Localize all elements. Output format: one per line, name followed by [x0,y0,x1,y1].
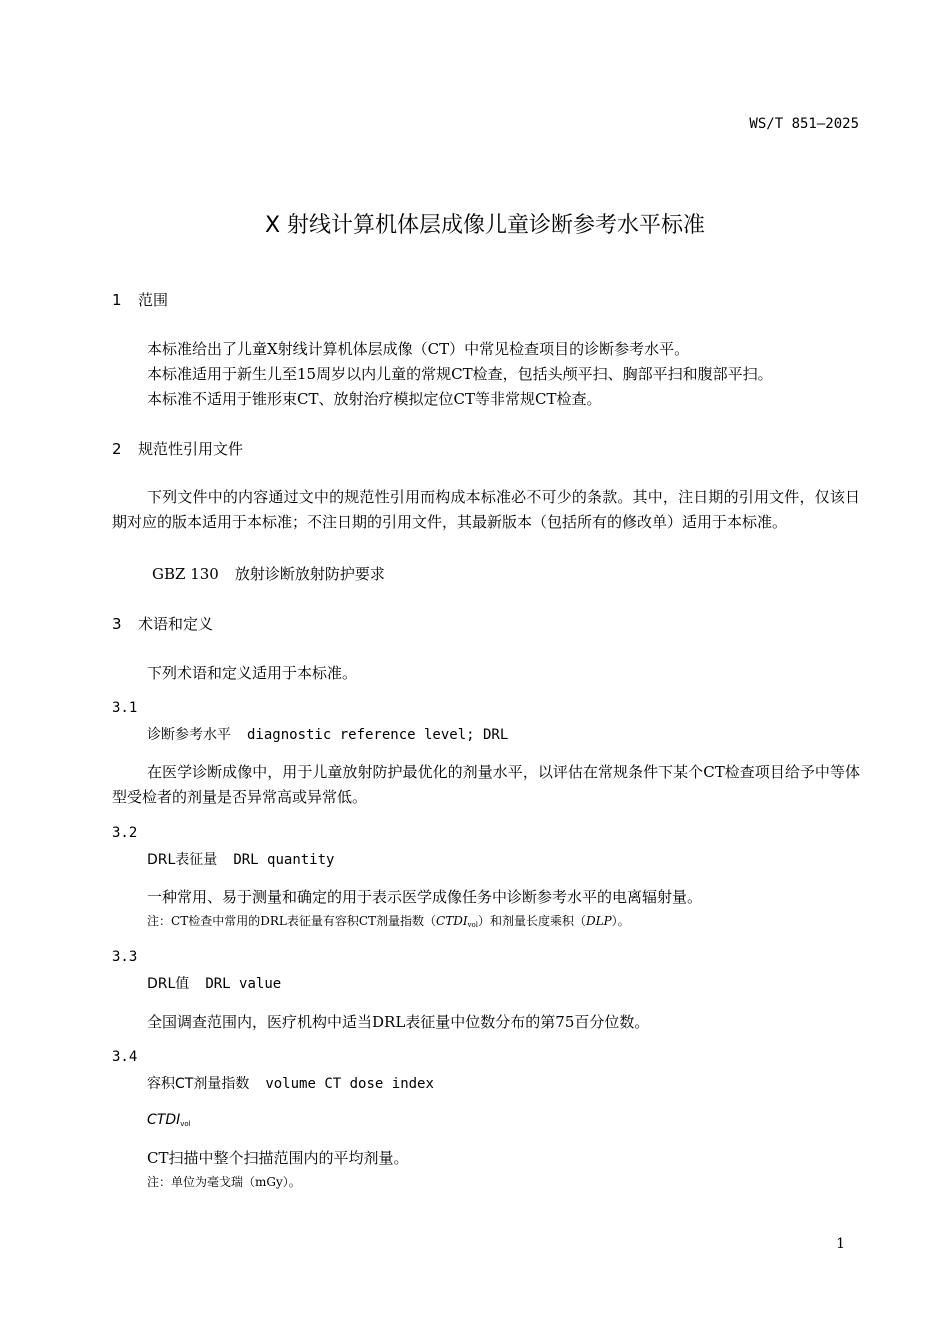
term-note [147,912,630,929]
section-number: 1 [112,291,122,309]
symbol-main: CTDI [147,1112,181,1128]
term-definition: 在医学诊断成像中，用于儿童放射防护最优化的剂量水平，以评估在常规条件下某个CT检查项目给予中等体型受检者的剂量是否异常高或异常低。 [112,763,860,806]
section-title: 范围 [138,291,169,309]
term-zh: 容积CT剂量指数 [147,1076,250,1092]
term-en: DRL value [205,976,282,992]
terms-intro: 下列术语和定义适用于本标准。 [147,664,358,682]
note-label: 注： [147,914,172,928]
term-en: diagnostic reference level; DRL [247,727,509,743]
clause-number: 3.3 [112,949,138,965]
term-zh: 诊断参考水平 [147,727,231,743]
term-entry [147,724,508,744]
reference-entry [152,563,385,584]
term-en: DRL quantity [233,852,335,868]
section-2-heading [112,438,243,459]
term-definition: CT扫描中整个扫描范围内的平均剂量。 [147,1149,409,1167]
note-text: 单位为毫戈瑞（mGy）。 [171,1175,301,1189]
term-entry [147,849,334,869]
reference-title: 放射诊断放射防护要求 [234,565,385,583]
term-entry [147,1073,434,1093]
section-number: 2 [112,440,122,458]
page-number: 1 [836,1236,845,1252]
note-text-c: ）。 [611,914,630,928]
standard-number: WS/T 851—2025 [749,116,859,132]
section-number: 3 [112,615,122,633]
term-symbol [147,1112,191,1128]
note-text-a: CT检查中常用的DRL表征量有容积CT剂量指数（ [171,914,437,928]
section-1-heading [112,289,168,310]
scope-paragraph-3: 本标准不适用于锥形束CT、放射治疗模拟定位CT等非常规CT检查。 [147,390,602,408]
scope-paragraph-1: 本标准给出了儿童X射线计算机体层成像（CT）中常见检查项目的诊断参考水平。 [147,340,690,358]
clause-number: 3.1 [112,700,138,716]
term-en: volume CT dose index [265,1076,434,1092]
section-3-heading [112,613,213,634]
clause-number: 3.2 [112,825,138,841]
note-symbol-subscript: vol [467,921,478,929]
section-title: 规范性引用文件 [138,440,244,458]
section-title: 术语和定义 [138,615,214,633]
note-symbol-dlp: DLP [586,914,612,928]
term-entry [147,973,281,993]
symbol-subscript: vol [180,1120,191,1128]
term-definition: 全国调查范围内，医疗机构中适当DRL表征量中位数分布的第75百分位数。 [147,1013,650,1031]
note-text-b: ）和剂量长度乘积（ [477,914,586,928]
note-label: 注： [147,1175,172,1189]
note-symbol-ctdi: CTDI [436,914,468,928]
term-zh: DRL表征量 [147,852,218,868]
term-zh: DRL值 [147,976,190,992]
document-title: X 射线计算机体层成像儿童诊断参考水平标准 [264,213,706,238]
clause-number: 3.4 [112,1049,138,1065]
normative-references-paragraph: 下列文件中的内容通过文中的规范性引用而构成本标准必不可少的条款。其中，注日期的引用文件，仅该日期对应的版本适用于本标准；不注日期的引用文件，其最新版本（包括所有的修改单）适用于本标准。 [112,488,860,531]
reference-code: GBZ 130 [152,565,219,583]
term-definition: 一种常用、易于测量和确定的用于表示医学成像任务中诊断参考水平的电离辐射量。 [147,888,703,906]
scope-paragraph-2: 本标准适用于新生儿至15周岁以内儿童的常规CT检查，包括头颅平扫、胸部平扫和腹部平扫。 [147,365,773,383]
term-note [147,1173,301,1190]
